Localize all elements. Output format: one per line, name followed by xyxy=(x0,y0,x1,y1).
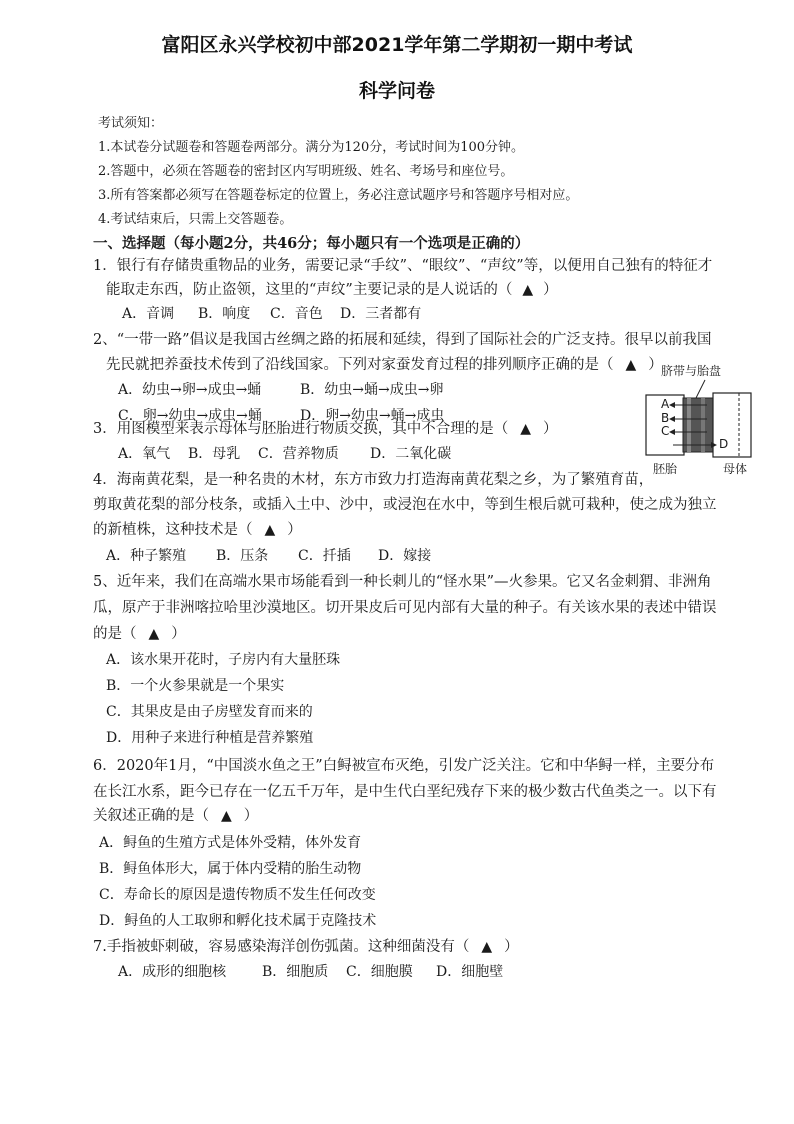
q1-line-2 xyxy=(106,280,558,300)
answer-blank-mark: ▲ xyxy=(264,522,276,538)
q7-line-1 xyxy=(93,937,519,957)
answer-blank-mark: ▲ xyxy=(481,939,493,955)
label-c: C xyxy=(661,424,670,438)
q5-line-2: 瓜，原产于非洲喀拉哈里沙漠地区。切开果皮后可见内部有大量的种子。有关该水果的表述中错误 xyxy=(93,600,717,616)
q4-option-d: D．嫁接 xyxy=(378,548,432,564)
notice-item-3: 3.所有答案都必须写在答题卷标定的位置上，务必注意试题序号和答题序号相对应。 xyxy=(98,188,579,203)
answer-blank-mark: ▲ xyxy=(221,808,232,824)
q6-option-a: A．鲟鱼的生殖方式是体外受精，体外发育 xyxy=(99,835,362,851)
q4-stem: 的新植株，这种技术是（ xyxy=(93,522,253,538)
q5-option-d: D．用种子来进行种植是营养繁殖 xyxy=(106,730,314,746)
q6-option-c: C．寿命长的原因是遗传物质不发生任何改变 xyxy=(99,887,376,903)
q7-option-c: C．细胞膜 xyxy=(346,964,413,980)
q5-line-3 xyxy=(93,624,186,644)
q2-option-c: C．卵→幼虫→成虫→蛹 xyxy=(118,408,262,424)
q5-option-a: A．该水果开花时，子房内有大量胚珠 xyxy=(106,652,341,668)
q6-option-d: D．鲟鱼的人工取卵和孵化技术属于克隆技术 xyxy=(99,913,377,929)
notice-item-4: 4.考试结束后，只需上交答题卷。 xyxy=(98,212,293,227)
q1-close: ） xyxy=(543,282,558,298)
label-b: B xyxy=(661,411,670,425)
q7-option-b: B．细胞质 xyxy=(262,964,329,980)
q6-stem: 关叙述正确的是（ xyxy=(93,808,209,824)
q4-close: ） xyxy=(287,522,302,538)
q6-close: ） xyxy=(243,808,259,824)
q6-option-b: B．鲟鱼体形大，属于体内受精的胎生动物 xyxy=(99,861,362,877)
q4-option-a: A．种子繁殖 xyxy=(106,548,187,564)
q1-line-1: 1．银行有存储贵重物品的业务，需要记录“手纹”、“眼纹”、“声纹”等，以便用自己独有的特征才 xyxy=(93,258,713,274)
label-a: A xyxy=(661,397,670,411)
placenta-figure xyxy=(643,362,783,482)
q2-option-d: D．卵→幼虫→蛹→成虫 xyxy=(300,408,445,424)
q5-line-1: 5、近年来，我们在高端水果市场能看到一种长刺儿的“怪水果”—火参果。它又名金刺猬、非洲角 xyxy=(93,574,712,590)
q3-option-b: B．母乳 xyxy=(188,446,241,462)
q2-line-2 xyxy=(106,355,663,375)
notice-heading: 考试须知： xyxy=(98,116,164,131)
answer-blank-mark: ▲ xyxy=(625,357,637,373)
q4-line-1: 4．海南黄花梨，是一种名贵的木材，东方市致力打造海南黄花梨之乡，为了繁殖育苗， xyxy=(93,472,654,488)
q7-stem: 7.手指被虾刺破，容易感染海洋创伤弧菌。这种细菌没有（ xyxy=(93,939,470,955)
q2-stem: 先民就把养蚕技术传到了沿线国家。下列对家蚕发育过程的排列顺序正确的是（ xyxy=(106,357,614,373)
q4-option-b: B．压条 xyxy=(216,548,269,564)
label-d: D xyxy=(719,437,729,451)
label-mother: 母体 xyxy=(723,462,748,476)
q4-line-2: 剪取黄花梨的部分枝条，或插入土中、沙中，或浸泡在水中，等到生根后就可栽种，使之成为独立 xyxy=(93,497,717,513)
q2-option-a: A．幼虫→卵→成虫→蛹 xyxy=(118,382,262,398)
q1-option-c: C．音色 xyxy=(270,306,323,322)
q3-option-a: A．氧气 xyxy=(118,446,171,462)
exam-subtitle: 科学问卷 xyxy=(358,80,435,102)
q6-line-2: 在长江水系，距今已存在一亿五千万年，是中生代白垩纪残存下来的极少数古代鱼类之一。以下有 xyxy=(93,784,717,800)
answer-blank-mark: ▲ xyxy=(522,282,534,298)
q7-close: ） xyxy=(504,939,519,955)
q1-option-d: D．三者都有 xyxy=(340,306,422,322)
q1-option-b: B．响度 xyxy=(198,306,251,322)
figure-title: 脐带与胎盘 xyxy=(661,364,722,378)
q3-option-d: D．二氧化碳 xyxy=(370,446,452,462)
notice-item-2: 2.答题中，必须在答题卷的密封区内写明班级、姓名、考场号和座位号。 xyxy=(98,164,514,179)
q5-option-b: B．一个火参果就是一个果实 xyxy=(106,678,285,694)
q3-option-c: C．营养物质 xyxy=(258,446,339,462)
q5-option-c: C．其果皮是由子房壁发育而来的 xyxy=(106,704,313,720)
q2-close: ） xyxy=(648,357,663,373)
q4-option-c: C．扦插 xyxy=(298,548,351,564)
q5-close: ） xyxy=(171,626,186,642)
exam-title: 富阳区永兴学校初中部2021学年第二学期初一期中考试 xyxy=(161,34,633,56)
q3-close: ） xyxy=(543,421,558,437)
q3-stem: 3．用图模型来表示母体与胚胎进行物质交换，其中不合理的是（ xyxy=(93,421,509,437)
q3-line-1 xyxy=(93,419,558,439)
notice-item-1: 1.本试卷分试题卷和答题卷两部分。满分为120分，考试时间为100分钟。 xyxy=(98,140,525,155)
label-embryo: 胚胎 xyxy=(653,462,678,476)
q7-option-d: D．细胞壁 xyxy=(436,964,504,980)
q7-option-a: A．成形的细胞核 xyxy=(118,964,227,980)
q2-option-b: B．幼虫→蛹→成虫→卵 xyxy=(300,382,444,398)
q1-stem: 能取走东西，防止盗领，这里的“声纹”主要记录的是人说话的（ xyxy=(106,282,513,298)
q6-line-3 xyxy=(93,806,258,826)
answer-blank-mark: ▲ xyxy=(148,626,160,642)
q4-line-3 xyxy=(93,520,302,540)
q2-line-1: 2、“一带一路”倡议是我国古丝绸之路的拓展和延续，得到了国际社会的广泛支持。很早以前我国 xyxy=(93,332,712,348)
q1-option-a: A．音调 xyxy=(122,306,175,322)
q5-stem: 的是（ xyxy=(93,626,137,642)
q6-line-1: 6．2020年1月，“中国淡水鱼之王”白鲟被宣布灭绝，引发广泛关注。它和中华鲟一样，主要分布 xyxy=(93,758,715,774)
section-heading: 一、选择题（每小题2分，共46分；每小题只有一个选项是正确的） xyxy=(93,235,530,252)
answer-blank-mark: ▲ xyxy=(520,421,532,437)
